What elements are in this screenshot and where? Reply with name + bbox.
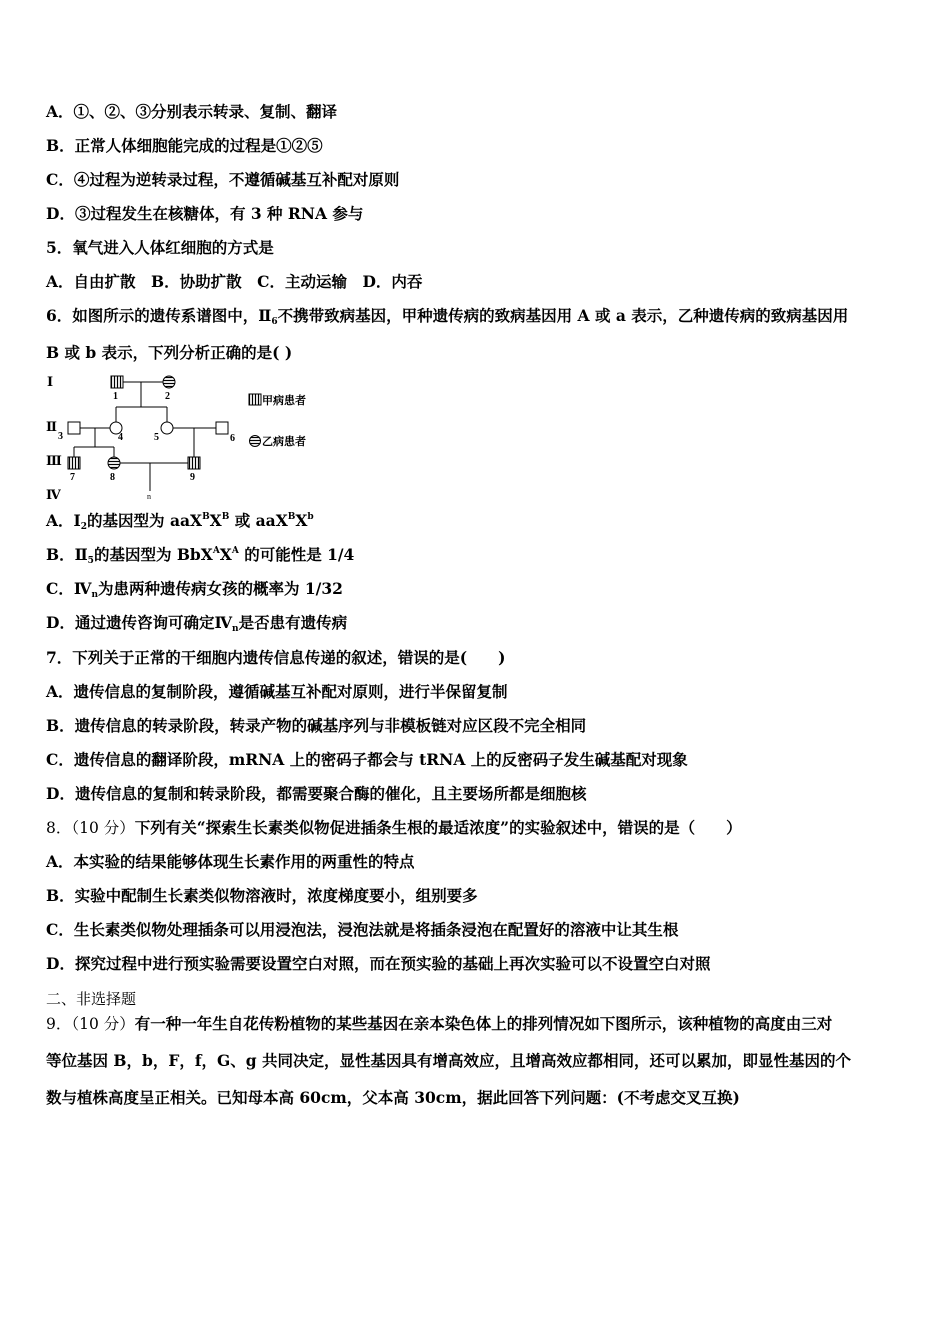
q7-option-c: C．遗传信息的翻译阶段，mRNA 上的密码子都会与 tRNA 上的反密码子发生碱基配对现象: [46, 750, 688, 769]
gen-label-iii: Ⅲ: [46, 453, 62, 468]
q7-option-b: B．遗传信息的转录阶段，转录产物的碱基序列与非模板链对应区段不完全相同: [46, 716, 587, 735]
q4-option-c: C．④过程为逆转录过程，不遵循碱基互补配对原则: [46, 170, 400, 189]
label-2: 2: [165, 391, 170, 402]
label-1: 1: [113, 391, 118, 402]
q8-stem: 8．（10 分）下列有关“探索生长素类似物促进插条生根的最适浓度”的实验叙述中，错误的是（ ）: [46, 818, 742, 837]
individual-iii7-male-disease-a: [68, 457, 80, 469]
legend-disease-b-label: 乙病患者: [262, 436, 306, 448]
q9-line3: 数与植株高度呈正相关。已知母本高 60cm，父本高 30cm，据此回答下列问题：(不考虑交叉互换): [46, 1088, 740, 1107]
q8-option-a: A．本实验的结果能够体现生长素作用的两重性的特点: [46, 852, 415, 871]
individual-ii6-male: [216, 422, 228, 434]
label-4: 4: [118, 432, 123, 443]
label-8: 8: [110, 472, 115, 483]
label-5: 5: [154, 432, 159, 443]
section-title: 二、非选择题: [46, 990, 137, 1008]
q5-stem: 5．氧气进入人体红细胞的方式是: [46, 238, 274, 257]
q8-option-d: D．探究过程中进行预实验需要设置空白对照，而在预实验的基础上再次实验可以不设置空白对照: [46, 954, 711, 973]
q4-option-a: A．①、②、③分别表示转录、复制、翻译: [46, 102, 338, 121]
q4-option-b: B．正常人体细胞能完成的过程是①②⑤: [46, 136, 323, 155]
gen-label-iv: Ⅳ: [46, 487, 61, 502]
legend-disease-a-icon: [249, 394, 261, 405]
q7-option-d: D．遗传信息的复制和转录阶段，都需要聚合酶的催化，且主要场所都是细胞核: [46, 784, 587, 803]
label-9: 9: [190, 472, 195, 483]
label-7: 7: [70, 472, 75, 483]
q9-line2: 等位基因 B，b，F，f，G、g 共同决定，显性基因具有增高效应，且增高效应都相同，还可以累加，即显性基因的个: [46, 1051, 851, 1070]
individual-iii9-male-disease-a: [188, 457, 200, 469]
label-3: 3: [58, 431, 63, 442]
individual-i2-female-disease-b: [163, 376, 175, 388]
q7-stem: 7．下列关于正常的干细胞内遗传信息传递的叙述，错误的是( ): [46, 648, 506, 667]
individual-ii3-male: [68, 422, 80, 434]
q6-option-a: A．$Ⅰ_2$的基因型为 $aaX^BX^B$ 或 $aaX^BX^b$: [46, 511, 314, 532]
gen-label-i: Ⅰ: [47, 374, 54, 389]
q8-option-c: C．生长素类似物处理插条可以用浸泡法，浸泡法就是将插条浸泡在配置好的溶液中让其生根: [46, 920, 679, 939]
gen-label-ii: Ⅱ: [46, 419, 57, 434]
q6-stem: 6．如图所示的遗传系谱图中，$Ⅱ_6$不携带致病基因，甲种遗传病的致病基因用 A 或 a 表示，乙种遗传病的致病基因用: [46, 306, 849, 327]
q6-option-c: C．$Ⅳ_n$为患两种遗传病女孩的概率为 1/32: [46, 579, 343, 600]
label-n: n: [147, 492, 151, 501]
individual-iii8-female-disease-b: [108, 457, 120, 469]
pedigree-chart: [44, 373, 334, 503]
q6-option-d: D．通过遗传咨询可确定$Ⅳ_n$是否患有遗传病: [46, 613, 348, 634]
individual-i1-male-disease-a: [111, 376, 123, 388]
q7-option-a: A．遗传信息的复制阶段，遵循碱基互补配对原则，进行半保留复制: [46, 682, 508, 701]
q4-option-d: D．③过程发生在核糖体，有 3 种 RNA 参与: [46, 204, 364, 223]
label-6: 6: [230, 433, 235, 444]
q9-line1: 9．（10 分）有一种一年生自花传粉植物的某些基因在亲本染色体上的排列情况如下图所示，该种植物的高度由三对: [46, 1014, 833, 1033]
individual-ii5-female: [161, 422, 173, 434]
q5-options: A．自由扩散 B．协助扩散 C．主动运输 D．内吞: [46, 272, 423, 291]
legend-disease-a-label: 甲病患者: [262, 395, 306, 407]
legend-disease-b-icon: [250, 436, 261, 447]
q6-stem-line2: B 或 b 表示，下列分析正确的是( ): [46, 343, 293, 362]
q6-option-b: B．$Ⅱ_5$的基因型为 $BbX^AX^A$ 的可能性是 1/4: [46, 545, 355, 566]
q8-option-b: B．实验中配制生长素类似物溶液时，浓度梯度要小，组别要多: [46, 886, 478, 905]
